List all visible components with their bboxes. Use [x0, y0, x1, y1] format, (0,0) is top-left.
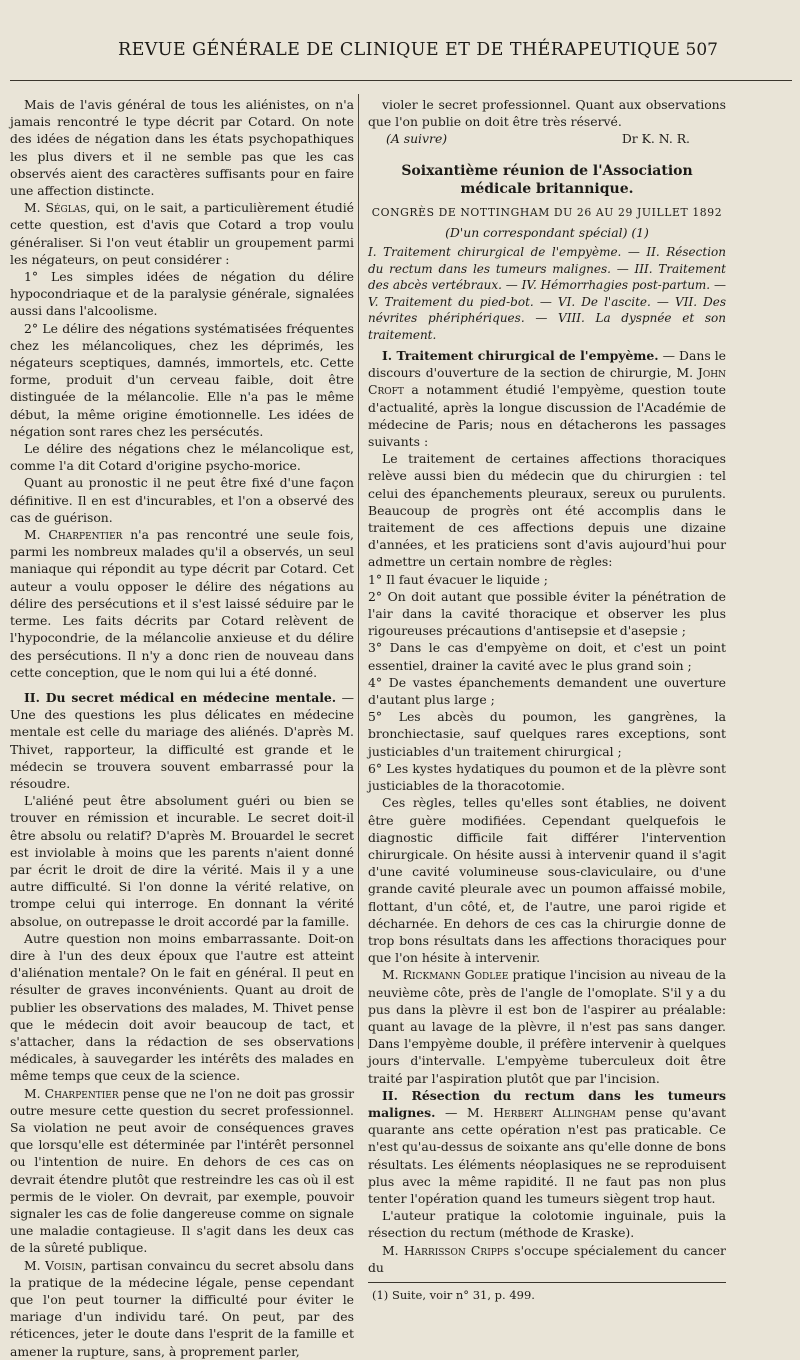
- paragraph: L'aliéné peut être absolument guéri ou bien se trouver en rémission et incurable. Le secret doit-il être absolu ou relatif? D'après M. Brouardel le secret est inviolable à moins que les parents n'aient donné par écrit le droit de dire la vérité. Mais il y a une autre difficulté. Si l'on donne la vérité relative, on trompe celui qui interroge. En donnant la vérité absolue, on outrepasse le droit accordé par la famille.: [10, 793, 354, 929]
- paragraph: Autre question non moins embarrassante. Doit-on dire à l'un des deux époux que l'autre est atteint d'aliénation mentale? On le fait en général. Il peut en résulter de graves inconvénients. Quant au droit de publier les observations des malades, M. Thivet pense que le médecin doit avoir beaucoup de tact, et s'attacher, dans la rédaction de ses observations médicales, à sauvegarder les intérêts des malades en même temps que ceux de la science.: [10, 930, 354, 1084]
- article-summary: I. Traitement chirurgical de l'empyème. — II. Résection du rectum dans les tumeurs malignes. — III. Traitement des abcès vertébraux. — IV. Hémorrhagies post-partum. — V. Traitement du pied-bot. — VI. De l'ascite. — VII. Des névrites phériphériques. — VIII. La dyspnée et son traitement.: [368, 245, 726, 342]
- page-number: 507: [685, 40, 718, 60]
- to-be-continued: (A suivre): [386, 131, 448, 147]
- right-column: [368, 96, 726, 1304]
- paragraph: 1° Les simples idées de négation du délire hypocondriaque et de la paralysie générale, signalées aussi dans l'alcoolisme.: [10, 269, 354, 319]
- section-heading: II. Résection du rectum dans les tumeurs malignes.: [368, 1087, 726, 1120]
- paragraph-text: a notamment étudié l'empyème, question toute d'actualité, après la longue discussion de l'Académie de médecine de Paris; nous en détacherons les passages suivants :: [368, 382, 726, 450]
- congress-subtitle: CONGRÈS DE NOTTINGHAM DU 26 AU 29 JUILLET 1892: [371, 205, 723, 219]
- rule-item: 3° Dans le cas d'empyème on doit, et c'est un point essentiel, drainer la cavité avec le plus grand soin ;: [368, 640, 726, 673]
- paragraph: L'auteur pratique la colotomie inguinale, puis la résection du rectum (méthode de Kraske).: [368, 1208, 726, 1241]
- person-name: Herbert Allingham: [493, 1104, 616, 1120]
- rule-item: 1° Il faut évacuer le liquide ;: [368, 571, 548, 587]
- person-name: M. Rickmann Godlee: [382, 967, 509, 983]
- section-heading: I. Traitement chirurgical de l'empyème.: [382, 348, 659, 364]
- column-divider: [358, 94, 359, 1049]
- journal-title: REVUE GÉNÉRALE DE CLINIQUE ET DE THÉRAPEUTIQUE: [118, 40, 681, 60]
- footnote-rule: [368, 1282, 726, 1283]
- paragraph: Mais de l'avis général de tous les aliénistes, on n'a jamais rencontré le type décrit par Cotard. On note des idées de négation dans les états psychopathiques les plus divers et il ne semble pas que les cas observés aient des caractères suffisants pour en faire une affection distincte.: [10, 97, 354, 199]
- paragraph-text: partisan convaincu du secret absolu dans la pratique de la médecine légale, pense cependant que l'on peut tourner la difficulté pour éviter le mariage d'un individu taré. On peut, par des réticences, jeter le doute dans l'esprit de la famille et amener la rupture, sans, à proprement parler,: [10, 1257, 355, 1359]
- section-paragraph: [368, 347, 726, 450]
- rule-item: 6° Les kystes hydatiques du poumon et de la plèvre sont justiciables de la thoracotomie.: [368, 760, 726, 794]
- paragraph: [10, 199, 354, 268]
- paragraph-text: s'occupe spécialement du cancer du: [368, 1242, 726, 1275]
- left-column: [10, 96, 354, 1360]
- paragraph-text: — Une des questions les plus délicates en médecine mentale est celle du mariage des aliénés. D'après M. Thivet, rapporteur, la difficulté est grande et le médecin se trouvera souvent embarrassé pour la résoudre.: [10, 689, 354, 791]
- person-name: M. Charpentier: [24, 527, 123, 543]
- paragraph: Quant au pronostic il ne peut être fixé d'une façon définitive. Il en est d'incurables, et l'on a observé des cas de guérison.: [10, 475, 354, 525]
- header-rule: [10, 80, 792, 81]
- rule-item: 2° On doit autant que possible éviter la pénétration de l'air dans la cavité thoracique et observer les plus rigoureuses précautions d'antisepsie et d'asepsie ;: [368, 588, 726, 639]
- footnote: (1) Suite, voir n° 31, p. 499.: [372, 1287, 535, 1302]
- paragraph: violer le secret professionnel. Quant aux observations que l'on publie on doit être très réservé.: [368, 97, 726, 130]
- paragraph-text: n'a pas rencontré une seule fois, parmi les nombreux malades qu'il a observés, un seul maniaque qui répondit au type décrit par Cotard. Cet auteur a voulu opposer le délire des négations au délire des persécutions et il s'est laissé séduire par le terme. Les faits décrits par Cotard relèvent de l'hypocondrie, de la mélancolie anxieuse et du délire des persécutions. Il n'y a donc rien de nouveau dans cette conception, que le nom qui lui a été donné.: [10, 527, 354, 680]
- running-header: [0, 40, 800, 68]
- paragraph: 2° Le délire des négations systématisées fréquentes chez les mélancoliques, chez les déprimés, les négateurs sceptiques, damnés, immortels, etc. Cette forme, produit d'un cerveau faible, doit être distinguée de la mélancolie. Elle n'a pas le même début, la même origine émotionnelle. Les idées de négation sont rares chez les persécutés.: [10, 320, 354, 439]
- paragraph-text: qui, on le sait, a particulièrement étudié cette question, est d'avis que Cotard a trop voulu généraliser. Si l'on veut établir un groupement parmi les négateurs, on peut considérer :: [10, 200, 354, 267]
- article-title: Soixantième réunion de l'Association médicale britannique.: [401, 162, 693, 197]
- paragraph-text: pense que ne l'on ne doit pas grossir outre mesure cette question du secret professionnel. Sa violation ne peut avoir de conséquences graves que lorsqu'elle est déterminée par l'intérêt personnel ou l'intention de nuire. En dehors de ces cas on devrait étendre plutôt que restreindre les cas où il est permis de le violer. On devrait, par exemple, pouvoir signaler les cas de folie dangereuse comme on signale une maladie contagieuse. Il s'agit dans les deux cas de la sûreté publique.: [10, 1085, 354, 1256]
- rule-item: 4° De vastes épanchements demandent une ouverture d'autant plus large ;: [368, 674, 726, 708]
- paragraph: [368, 1242, 726, 1276]
- paragraph-text: pense qu'avant quarante ans cette opération n'est pas praticable. Ce n'est qu'au-dessus de soixante ans qu'elle donne de bons résultats. Les éléments néoplasiques ne se reproduisent plus avec la même rapidité. Il ne faut pas non plus tenter l'opération quand les tumeurs siègent trop haut.: [368, 1104, 726, 1206]
- person-name: John Croft: [368, 365, 726, 398]
- paragraph: [10, 526, 354, 681]
- rule-item: 5° Les abcès du poumon, les gangrènes, la bronchiectasie, sauf quelques rares exceptions, sont justiciables d'un traitement chirurgical ;: [368, 709, 726, 759]
- section-paragraph: [10, 689, 354, 792]
- person-name: M. Séglas,: [24, 200, 91, 216]
- section-heading: II. Du secret médical en médecine mentale.: [24, 689, 337, 705]
- signature-row: [368, 130, 726, 147]
- paragraph-text: pratique l'incision au niveau de la neuvième côte, près de l'angle de l'omoplate. S'il y a du pus dans la plèvre il est bon de l'aspirer au préalable: quant au lavage de la plèvre, il n'est pas sans danger. Dans l'empyème double, il préfère intervenir à quelques jours d'intervalle. L'empyème tuberculeux doit être traité par l'aspiration plutôt que par l'incision.: [368, 967, 726, 1086]
- paragraph: [368, 966, 726, 1086]
- person-name: M. Harrisson Cripps: [382, 1242, 510, 1258]
- paragraph: Le délire des négations chez le mélancolique est, comme l'a dit Cotard d'origine psycho-morice.: [10, 441, 354, 474]
- author-signature: Dr K. N. R.: [621, 131, 690, 147]
- paragraph-text: — Dans le discours d'ouverture de la section de chirurgie, M.: [368, 348, 726, 381]
- person-name: M. Charpentier: [24, 1085, 119, 1101]
- paragraph: Ces règles, telles qu'elles sont établies, ne doivent être guère modifiées. Cependant quelquefois le diagnostic difficile fait différer l'intervention chirurgicale. On hésite aussi à intervenir quand il s'agit d'une cavité volumineuse sous-claviculaire, ou d'une grande cavité pleurale avec un poumon affaissé mobile, flottant, d'un côté, et, de l'autre, une paroi rigide et décharnée. En dehors de ces cas la chirurgie donne de trop bons résultats dans les affections thoraciques pour que l'on hésite à intervenir.: [368, 795, 726, 966]
- paragraph: Le traitement de certaines affections thoraciques relève aussi bien du médecin que du chirurgien : tel celui des épanchements pleuraux, sereux ou purulents. Beaucoup de progrès ont été accomplis dans le traitement de ces affections depuis une dizaine d'années, et les praticiens sont d'avis aujourd'hui pour admettre un certain nombre de règles:: [368, 451, 726, 570]
- paragraph: [10, 1257, 354, 1360]
- paragraph: [10, 1085, 354, 1257]
- paragraph-text: — M.: [435, 1104, 494, 1120]
- section-paragraph: [368, 1087, 726, 1207]
- correspondent-line: (D'un correspondant spécial) (1): [445, 224, 649, 240]
- person-name: M. Voisin,: [24, 1257, 87, 1273]
